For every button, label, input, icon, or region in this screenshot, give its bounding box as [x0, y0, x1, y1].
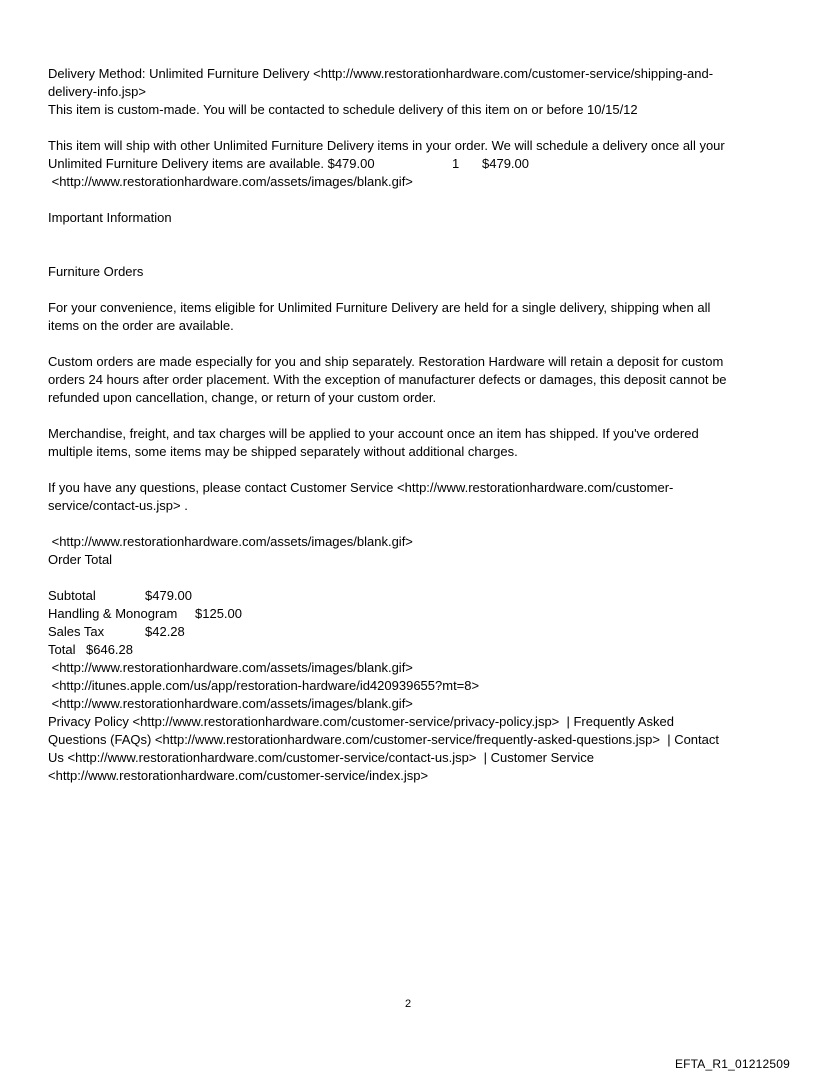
footer-links-section — [48, 659, 770, 785]
footer-links-line: Questions (FAQs) <http://www.restorationhardware.com/customer-service/frequently-asked-questions.jsp> | Contact — [48, 732, 719, 747]
item-line-total: $479.00 — [482, 156, 529, 171]
paragraph-questions: If you have any questions, please contact Customer Service <http://www.restorationhardware.com/customer- — [48, 480, 674, 495]
handling-value: $125.00 — [195, 606, 242, 621]
item-price-row — [48, 155, 770, 173]
paragraph-charges: Merchandise, freight, and tax charges will be applied to your account once an item has shipped. If you've ordered — [48, 426, 699, 441]
ship-with-note: This item will ship with other Unlimited Furniture Delivery items in your order. We will schedule a delivery once all your — [48, 138, 725, 153]
handling-label: Handling & Monogram — [48, 606, 178, 621]
sales-tax-value: $42.28 — [145, 624, 185, 639]
paragraph-questions-cont: service/contact-us.jsp> . — [48, 498, 188, 513]
footer-links-line: Us <http://www.restorationhardware.com/customer-service/contact-us.jsp> | Customer Service — [48, 750, 594, 765]
subtotal-value: $479.00 — [145, 588, 192, 603]
important-info-section — [48, 209, 770, 515]
paragraph-charges-cont: multiple items, some items may be shipped separately without additional charges. — [48, 444, 518, 459]
paragraph-custom-orders: Custom orders are made especially for you and ship separately. Restoration Hardware will retain a deposit for custom — [48, 354, 724, 369]
blank-image-link: <http://www.restorationhardware.com/assets/images/blank.gif> — [48, 534, 413, 549]
order-total-section — [48, 533, 770, 659]
footer-links-line: <http://www.restorationhardware.com/customer-service/index.jsp> — [48, 768, 429, 783]
paragraph-convenience: For your convenience, items eligible for Unlimited Furniture Delivery are held for a single delivery, shipping when all — [48, 300, 711, 315]
total-value: $646.28 — [86, 642, 133, 657]
blank-image-link: <http://www.restorationhardware.com/assets/images/blank.gif> — [48, 660, 413, 675]
document-body — [48, 65, 770, 785]
footer-links-line: Privacy Policy <http://www.restorationhardware.com/customer-service/privacy-policy.jsp> | Frequently Asked — [48, 714, 674, 729]
sales-tax-label: Sales Tax — [48, 624, 105, 639]
page-number: 2 — [404, 998, 412, 1010]
blank-image-link: <http://www.restorationhardware.com/assets/images/blank.gif> — [48, 174, 413, 189]
total-row — [48, 641, 770, 659]
order-total-heading: Order Total — [48, 552, 113, 567]
total-label: Total — [48, 642, 76, 657]
sales-tax-row — [48, 623, 770, 641]
handling-row — [48, 605, 770, 623]
delivery-method-line: Delivery Method: Unlimited Furniture Delivery <http://www.restorationhardware.com/customer-service/shipping-and- — [48, 66, 714, 81]
paragraph-convenience-cont: items on the order are available. — [48, 318, 234, 333]
subtotal-label: Subtotal — [48, 588, 96, 603]
delivery-section — [48, 65, 770, 191]
important-info-heading: Important Information — [48, 210, 172, 225]
delivery-method-line-cont: delivery-info.jsp> — [48, 84, 146, 99]
furniture-orders-heading: Furniture Orders — [48, 264, 144, 279]
itunes-app-link: <http://itunes.apple.com/us/app/restoration-hardware/id420939655?mt=8> — [48, 678, 480, 693]
custom-made-note: This item is custom-made. You will be contacted to schedule delivery of this item on or before 10/15/12 — [48, 102, 638, 117]
item-quantity: 1 — [452, 156, 460, 171]
item-price-text: Unlimited Furniture Delivery items are available. $479.00 — [48, 156, 375, 171]
document-id: EFTA_R1_01212509 — [674, 1057, 790, 1071]
paragraph-custom-orders-end: refunded upon cancellation, change, or return of your custom order. — [48, 390, 437, 405]
blank-image-link: <http://www.restorationhardware.com/assets/images/blank.gif> — [48, 696, 413, 711]
subtotal-row — [48, 587, 770, 605]
paragraph-custom-orders-cont: orders 24 hours after order placement. With the exception of manufacturer defects or damages, this deposit cannot be — [48, 372, 727, 387]
